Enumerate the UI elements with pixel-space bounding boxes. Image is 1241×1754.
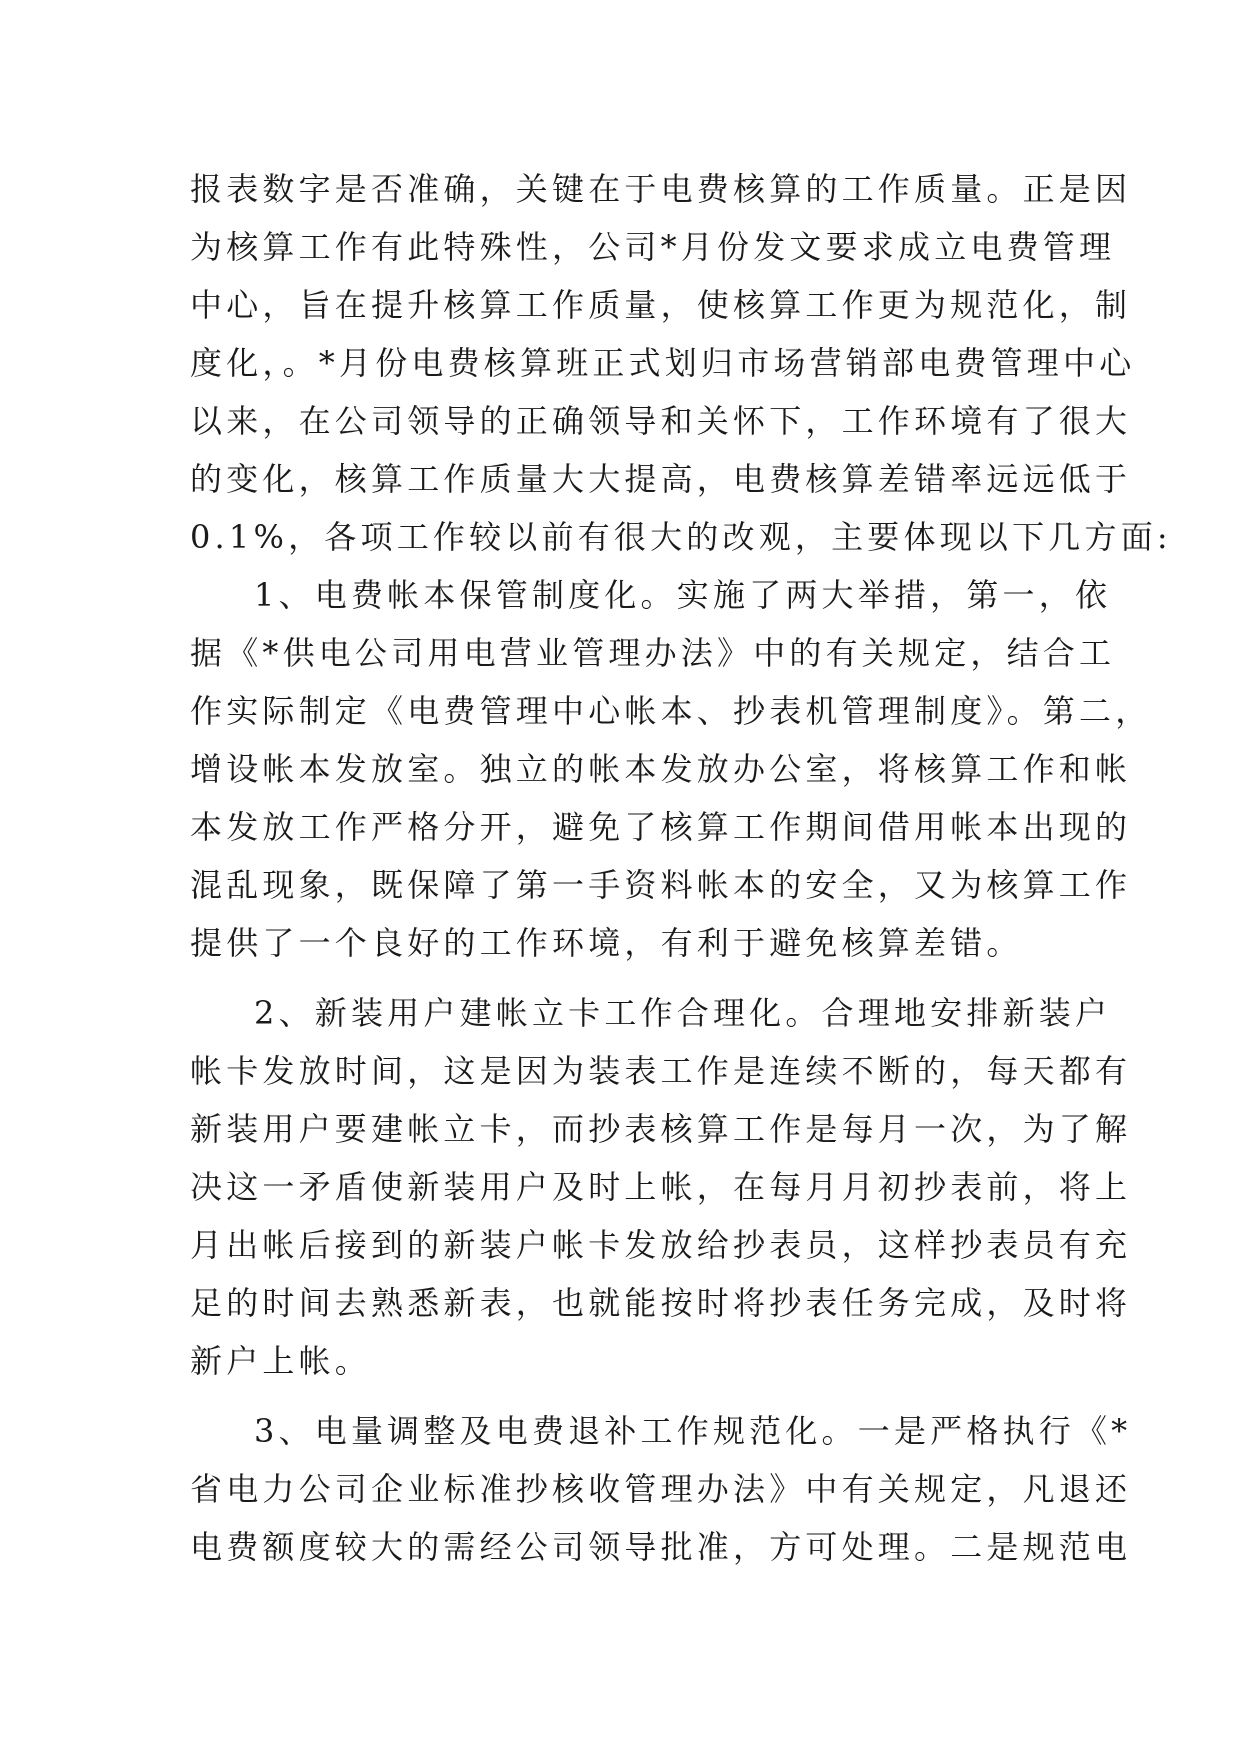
text-line: 提供了一个良好的工作环境，有利于避免核算差错。 (190, 924, 1023, 962)
text-line: 以来，在公司领导的正确领导和关怀下，工作环境有了很大 (190, 402, 1132, 440)
text-line: 月出帐后接到的新装户帐卡发放给抄表员，这样抄表员有充 (190, 1226, 1132, 1264)
text-line: 帐卡发放时间，这是因为装表工作是连续不断的，每天都有 (190, 1052, 1132, 1090)
text-line: 的变化，核算工作质量大大提高，电费核算差错率远远低于 (190, 460, 1132, 498)
text-line: 作实际制定《电费管理中心帐本、抄表机管理制度》。第二， (190, 692, 1152, 730)
text-line: 混乱现象，既保障了第一手资料帐本的安全，又为核算工作 (190, 866, 1132, 904)
paragraph-1-heading-line: 1、电费帐本保管制度化。实施了两大举措，第一，依 (254, 576, 1112, 614)
text-line: 0.1%，各项工作较以前有很大的改观，主要体现以下几方面: (190, 518, 1172, 556)
text-line: 报表数字是否准确，关键在于电费核算的工作质量。正是因 (190, 170, 1132, 208)
text-line: 新装用户要建帐立卡，而抄表核算工作是每月一次，为了解 (190, 1110, 1132, 1148)
text-line: 省电力公司企业标准抄核收管理办法》中有关规定，凡退还 (190, 1470, 1132, 1508)
text-line: 新户上帐。 (190, 1342, 372, 1380)
paragraph-3-heading-line: 3、电量调整及电费退补工作规范化。一是严格执行《* (254, 1412, 1132, 1450)
text-line: 据《*供电公司用电营业管理办法》中的有关规定，结合工 (190, 634, 1116, 672)
text-line: 度化，。*月份电费核算班正式划归市场营销部电费管理中心 (190, 344, 1136, 382)
text-line: 足的时间去熟悉新表，也就能按时将抄表任务完成，及时将 (190, 1284, 1132, 1322)
document-body (190, 160, 1172, 1576)
text-line: 电费额度较大的需经公司领导批准，方可处理。二是规范电 (190, 1528, 1132, 1566)
paragraph-2-heading-line: 2、新装用户建帐立卡工作合理化。合理地安排新装户 (254, 994, 1112, 1032)
text-line: 增设帐本发放室。独立的帐本发放办公室，将核算工作和帐 (190, 750, 1132, 788)
text-line: 决这一矛盾使新装用户及时上帐，在每月月初抄表前，将上 (190, 1168, 1132, 1206)
text-line: 为核算工作有此特殊性，公司*月份发文要求成立电费管理 (190, 228, 1116, 266)
text-line: 本发放工作严格分开，避免了核算工作期间借用帐本出现的 (190, 808, 1132, 846)
text-line: 中心，旨在提升核算工作质量，使核算工作更为规范化，制 (190, 286, 1132, 324)
